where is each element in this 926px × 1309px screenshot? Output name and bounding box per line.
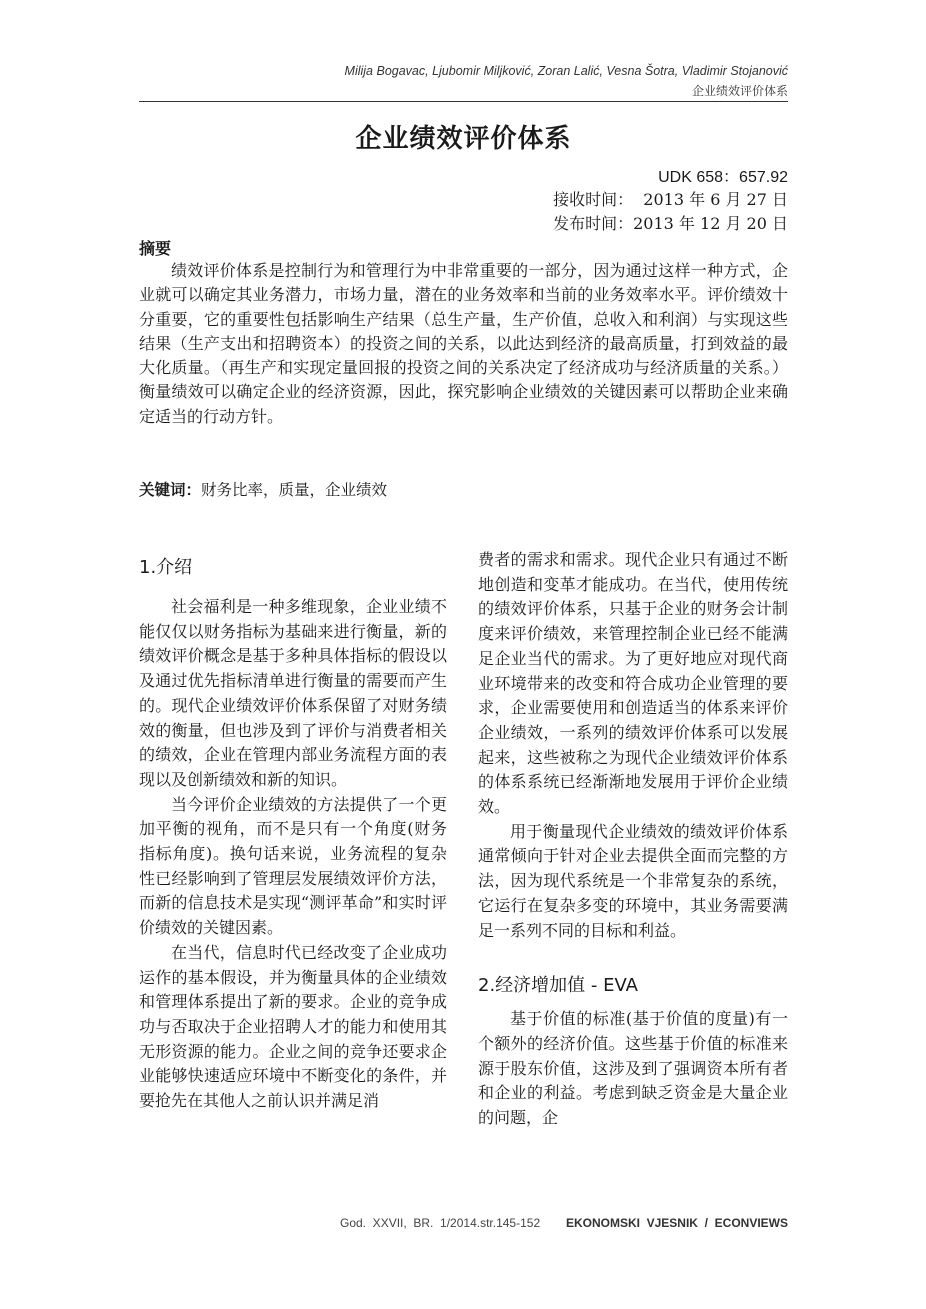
footer-issue: God. XXVII, BR. 1/2014.str.145-152 [340,1216,541,1230]
header-divider [139,101,788,102]
keywords-label: 关键词： [139,481,202,499]
section-heading-eva: 2.经济增加值 - EVA [478,975,638,997]
abstract-heading: 摘要 [139,239,172,258]
published-date: 发布时间：2013 年 12 月 20 日 [553,214,788,233]
body-paragraph: 社会福利是一种多维现象，企业业绩不能仅仅以财务指标为基础来进行衡量，新的绩效评价概念是基于多种具体指标的假设以及通过优先指标清单进行衡量的需要而产生的。现代企业绩效评价体系保留了对财务绩效的衡量，但也涉及到了评价与消费者相关的绩效，企业在管理内部业务流程方面的表现以及创新绩效和新的知识。 [139,597,447,789]
body-paragraph: 当今评价企业绩效的方法提供了一个更加平衡的视角，而不是只有一个角度(财务指标角度)。换句话来说，业务流程的复杂性已经影响到了管理层发展绩效评价方法，而新的信息技术是实现“测评革命”和实时评价绩效的关键因素。 [139,794,447,938]
running-header-title: 企业绩效评价体系 [691,84,788,98]
footer-journal: EKONOMSKI VJESNIK / ECONVIEWS [565,1216,788,1230]
body-paragraph: 费者的需求和需求。现代企业只有通过不断地创造和变革才能成功。在当代，使用传统的绩效评价体系，只基于企业的财务会计制度来评价绩效，来管理控制企业已经不能满足企业当代的需求。为了更好地应对现代商业环境带来的改变和符合成功企业管理的要求，企业需要使用和创造适当的体系来评价企业绩效，一系列的绩效评价体系可以发展起来，这些被称之为现代企业绩效评价体系的体系系统已经渐渐地发展用于评价企业绩效。 [478,550,788,817]
right-column [478,548,788,1131]
paper-title: 企业绩效评价体系 [355,124,572,154]
body-paragraph: 用于衡量现代企业绩效的绩效评价体系通常倾向于针对企业去提供全面而完整的方法，因为现代系统是一个非常复杂的系统，它运行在复杂多变的环境中，其业务需要满足一系列不同的目标和利益。 [478,821,788,940]
keywords-text: 财务比率，质量，企业绩效 [201,481,388,499]
section-heading-intro: 1.介绍 [139,557,193,578]
left-column [139,555,447,1114]
keywords [139,478,387,500]
abstract-text: 绩效评价体系是控制行为和管理行为中非常重要的一部分，因为通过这样一种方式，企业就可以确定其业务潜力，市场力量，潜在的业务效率和当前的业务效率水平。评价绩效十分重要，它的重要性包括影响生产结果（总生产量，生产价值，总收入和利润）与实现这些结果（生产支出和招聘资本）的投资之间的关系，以此达到经济的最高质量，打到效益的最大化质量。（再生产和实现定量回报的投资之间的关系决定了经济成功与经济质量的关系。）衡量绩效可以确定企业的经济资源，因此，探究影响企业绩效的关键因素可以帮助企业来确定适当的行动方针。 [139,261,788,426]
body-paragraph: 在当代，信息时代已经改变了企业成功运作的基本假设，并为衡量具体的企业绩效和管理体系提出了新的要求。企业的竞争成功与否取决于企业招聘人才的能力和使用其无形资源的能力。企业之间的竞争还要求企业能够快速适应环境中不断变化的条件，并要抢先在其他人之前认识并满足消 [139,942,447,1111]
body-paragraph: 基于价值的标准(基于价值的度量)有一个额外的经济价值。这些基于价值的标准来源于股东价值，这涉及到了强调资本所有者和企业的利益。考虑到缺乏资金是大量企业的问题，企 [478,1009,788,1128]
running-header-authors: Milija Bogavac, Ljubomir Miljković, Zoran Lalić, Vesna Šotra, Vladimir Stojanović [344,64,788,78]
udk-code: UDK 658：657.92 [658,169,788,186]
received-date: 接收时间： 2013 年 6 月 27 日 [553,190,788,209]
